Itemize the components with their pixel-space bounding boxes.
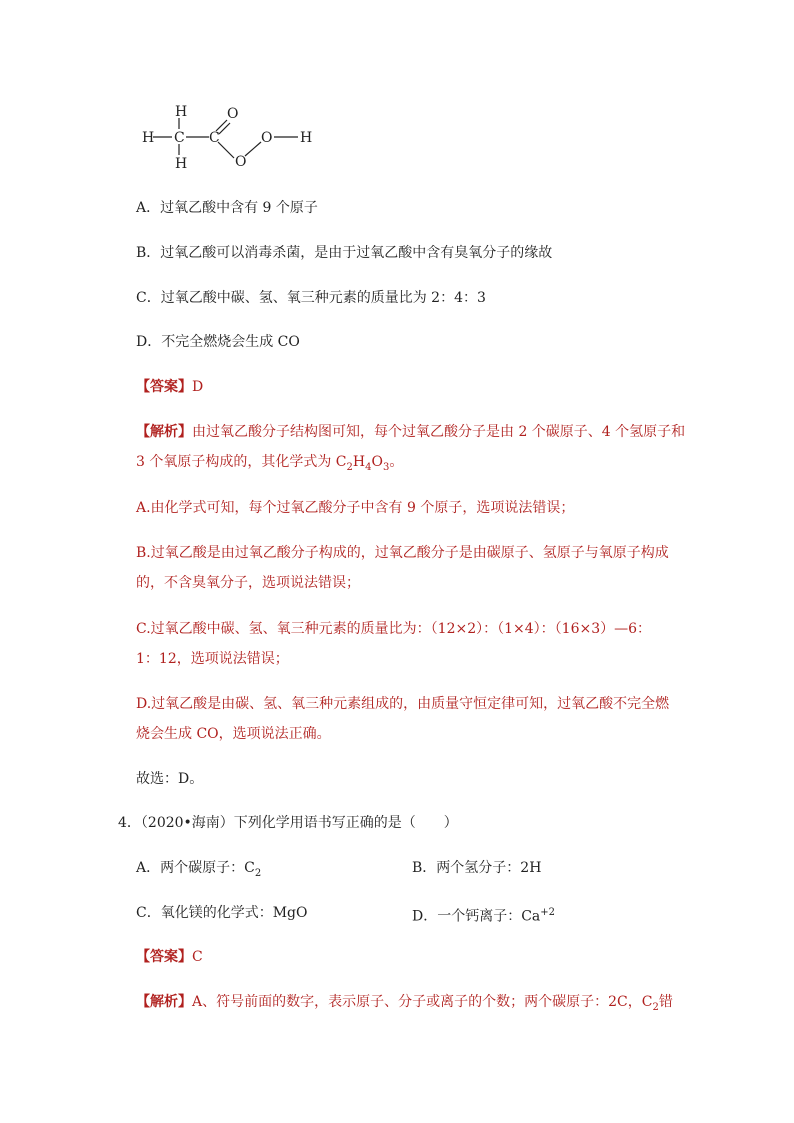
explain-c-1: C.过氧乙酸中碳、氢、氧三种元素的质量比为：（12×2）：（1×4）：（16×3）—6： — [136, 621, 652, 637]
atom-h-hydroxyl: H — [300, 130, 313, 146]
option-b: B．过氧乙酸可以消毒杀菌，是由于过氧乙酸中含有臭氧分子的缘故 — [136, 245, 553, 261]
explain-d-1: D.过氧乙酸是由碳、氢、氧三种元素组成的，由质量守恒定律可知，过氧乙酸不完全燃 — [136, 696, 670, 712]
formula-sub-h: 4 — [365, 461, 372, 473]
formula-o: O — [371, 454, 383, 470]
explain-b-2: 的，不含臭氧分子，选项说法错误； — [136, 575, 360, 591]
q4-option-a-text: A．两个碳原子：C — [136, 860, 255, 876]
q4-answer-label: 【答案】 — [136, 949, 192, 965]
q4-analysis-end: 错 — [658, 994, 673, 1010]
q4-option-b: B．两个氢分子：2H — [412, 860, 542, 876]
explain-b-1: B.过氧乙酸是由过氧乙酸分子构成的，过氧乙酸分子是由碳原子、氢原子与氧原子构成 — [136, 545, 669, 561]
analysis-period: 。 — [389, 454, 404, 470]
atom-o-carbonyl: O — [227, 106, 239, 122]
q4-answer — [136, 947, 203, 967]
q4-answer-value: C — [192, 949, 203, 965]
q4-option-a — [136, 858, 261, 884]
q4-option-c: C．氧化镁的化学式：MgO — [136, 905, 308, 921]
atom-h-left: H — [142, 130, 155, 146]
q4-option-a-sub: 2 — [254, 867, 262, 879]
atom-o-peroxy: O — [261, 130, 273, 146]
peracetic-acid-structure — [136, 98, 326, 178]
option-a: A．过氧乙酸中含有 9 个原子 — [136, 200, 318, 216]
formula-sub-o: 3 — [382, 461, 390, 473]
analysis-line-1 — [136, 422, 685, 442]
analysis-line-2 — [136, 452, 403, 478]
answer-value: D — [192, 379, 204, 395]
atom-c-carbonyl: C — [209, 130, 220, 146]
explain-c-2: 1：12，选项说法错误； — [136, 651, 289, 667]
conclusion: 故选：D。 — [136, 771, 204, 787]
analysis-text-1: 由过氧乙酸分子结构图可知，每个过氧乙酸分子是由 2 个碳原子、4 个氢原子和 — [192, 424, 686, 440]
q4-analysis-sub: 2 — [652, 1001, 659, 1013]
analysis-label: 【解析】 — [136, 424, 192, 440]
q4-option-d — [412, 903, 555, 927]
answer-label: 【答案】 — [136, 379, 192, 395]
atom-o-ester: O — [235, 154, 247, 170]
q4-analysis — [136, 992, 673, 1018]
q4-analysis-label: 【解析】 — [136, 994, 192, 1010]
atom-c-methyl: C — [174, 130, 185, 146]
question-4-stem: 4．（2020•海南）下列化学用语书写正确的是（ ） — [118, 815, 458, 831]
atom-h-top: H — [175, 104, 188, 120]
formula-h: H — [352, 454, 366, 470]
analysis-text-2: 3 个氧原子构成的，其化学式为 C — [136, 454, 347, 470]
explain-d-2: 烧会生成 CO，选项说法正确。 — [136, 726, 331, 742]
option-d: D．不完全燃烧会生成 CO — [136, 334, 300, 350]
option-c: C．过氧乙酸中碳、氢、氧三种元素的质量比为 2：4：3 — [136, 290, 486, 306]
q4-option-d-text: D．一个钙离子：Ca — [412, 908, 541, 925]
q4-analysis-text: A、符号前面的数字，表示原子、分子或离子的个数；两个碳原子：2C，C — [192, 994, 653, 1010]
formula-sub-c: 2 — [346, 461, 353, 473]
answer — [136, 377, 203, 397]
explain-a: A.由化学式可知，每个过氧乙酸分子中含有 9 个原子，选项说法错误； — [136, 500, 575, 516]
q4-option-d-sup: +2 — [540, 907, 556, 918]
atom-h-bottom: H — [175, 156, 188, 172]
